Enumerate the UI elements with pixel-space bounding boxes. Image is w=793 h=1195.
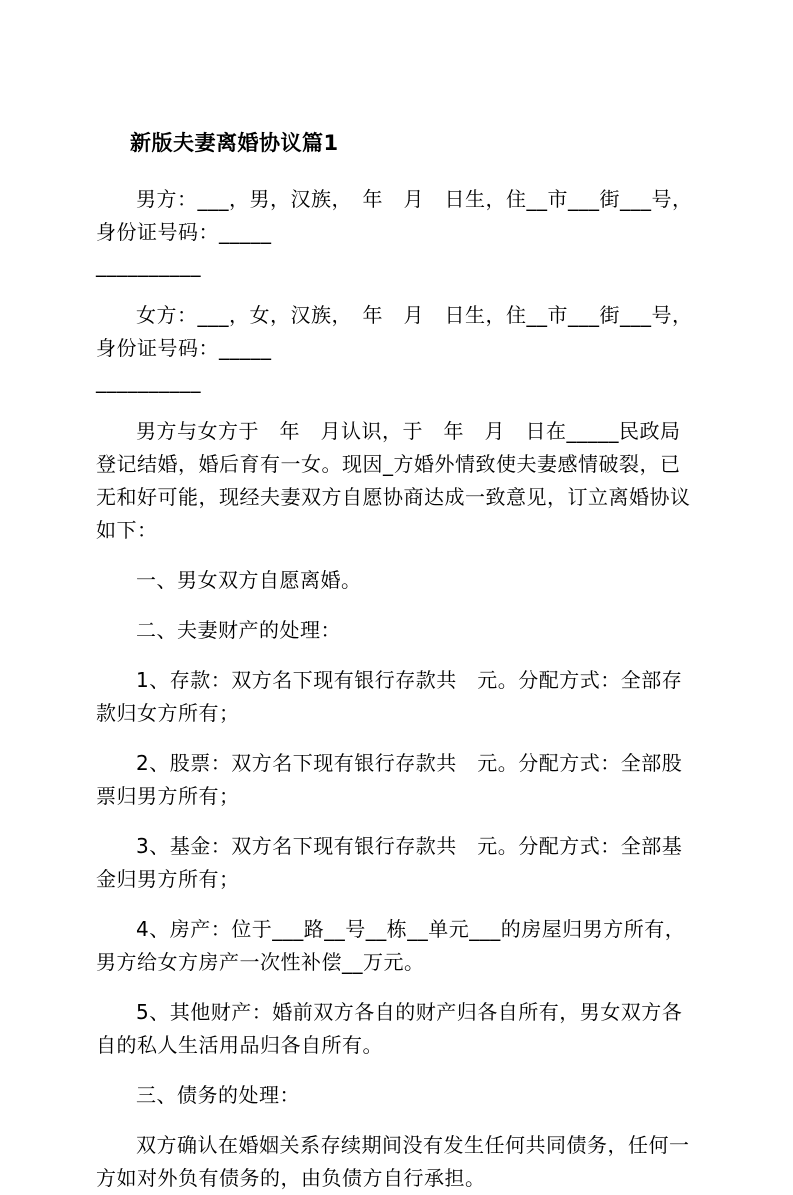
party-male-line1: 男方：___，男，汉族， 年 月 日生，住__市___街___号，身份证号码：_____ (96, 187, 693, 244)
party-male-blank-line: __________ (96, 253, 201, 277)
paragraph-intro: 男方与女方于 年 月认识，于 年 月 日在_____民政局登记结婚，婚后育有一女。现因_方婚外情致使夫妻感情破裂，已无和好可能，现经夫妻双方自愿协商达成一致意见，订立离婚协议如下： (96, 419, 691, 542)
party-female-blank-line: __________ (96, 369, 201, 393)
paragraph-item-2-stock: 2、股票：双方名下现有银行存款共 元。分配方式：全部股票归男方所有； (96, 751, 683, 808)
paragraph-item-1-deposit: 1、存款：双方名下现有银行存款共 元。分配方式：全部存款归女方所有； (96, 668, 683, 725)
paragraph-party-female (96, 299, 697, 398)
paragraph-debt-clause: 双方确认在婚姻关系存续期间没有发生任何共同债务，任何一方如对外负有债务的，由负债方自行承担。 (96, 1133, 690, 1190)
paragraph-item-3-fund: 3、基金：双方名下现有银行存款共 元。分配方式：全部基金归男方所有； (96, 834, 683, 891)
paragraph-party-male (96, 183, 697, 282)
paragraph-clause-3-header: 三、债务的处理： (136, 1083, 300, 1107)
party-female-line1: 女方：___，女，汉族， 年 月 日生，住__市___街___号，身份证号码：_____ (96, 303, 693, 360)
paragraph-clause-1: 一、男女双方自愿离婚。 (136, 568, 362, 592)
paragraph-clause-2-header: 二、夫妻财产的处理： (136, 618, 341, 642)
paragraph-item-4-house: 4、房产：位于___路__号__栋__单元___的房屋归男方所有，男方给女方房产一次性补偿__万元。 (96, 917, 686, 974)
document-title: 新版夫妻离婚协议篇1 (130, 131, 339, 155)
paragraph-item-5-other: 5、其他财产：婚前双方各自的财产归各自所有，男女双方各自的私人生活用品归各自所有。 (96, 1000, 683, 1057)
